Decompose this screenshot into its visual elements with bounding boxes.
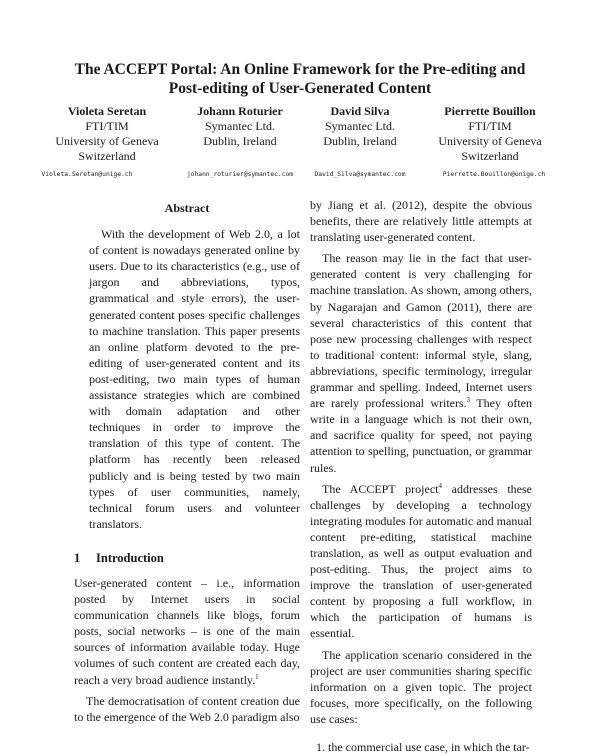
- author-4: [425, 104, 555, 182]
- right-paragraph-4: The application scenario considered in the project are user communities sharing specific information on a given topic. The project focuses, more specifically, on the following use cases:: [310, 647, 532, 726]
- intro-text: User-generated content – i.e., information posted by Internet users in social communication channels like blogs, forum posts, social networks – is one of the main sources of information available today. Huge volumes of such content are created each day, reach a very broad audience instantly.: [74, 575, 300, 687]
- footnote-marker: 4: [438, 481, 442, 490]
- title-line-1: The ACCEPT Portal: An Online Framework for the Pre-editing and: [74, 61, 526, 78]
- author-email: Pierrette.Bouillon@unige.ch: [442, 171, 546, 178]
- author-2: [180, 104, 300, 182]
- author-country: Switzerland: [461, 149, 519, 163]
- right-paragraph-3: [310, 481, 532, 642]
- footnote-marker: 1: [255, 672, 259, 681]
- right-text: addresses these challenges by developing a technology integrating modules for automatic and manual content pre-editing, statistical machine translation, as well as output evaluation and post-editing. Thus, the project aims to improve the translation of user-generated content by proposing a full workflow, in which the participation of humans is essential.: [310, 481, 532, 641]
- use-case-list-item: 1. the commercial use case, in which the tar-: [316, 740, 530, 754]
- right-column: [310, 197, 532, 755]
- author-institution: University of Geneva: [438, 134, 542, 148]
- author-name: David Silva: [330, 104, 390, 118]
- author-affiliation: Symantec Ltd.: [325, 119, 395, 133]
- left-column: [74, 200, 300, 725]
- author-institution: Dublin, Ireland: [323, 134, 397, 148]
- author-institution: Dublin, Ireland: [203, 134, 277, 148]
- author-affiliation: FTI/TIM: [468, 119, 512, 133]
- right-paragraph-1: by Jiang et al. (2012), despite the obvious benefits, there are relatively little attempts at translating user-generated content.: [310, 198, 532, 245]
- abstract-text: With the development of Web 2.0, a lot of content is nowadays generated online by users. Due to its characteristics (e.g., use of jargon and abbreviations, typos, grammatical and style errors), the user-generated content poses specific challenges to machine translation. This paper presents an online platform devoted to the pre-editing of user-generated content and its post-editing, two main types of human assistance strategies which are combined with domain adaptation and other techniques in order to improve the translation of this type of content. The platform has recently been released publicly and is being tested by two main types of user communities, namely, technical forum users and volunteer translators.: [89, 227, 300, 531]
- right-text: The ACCEPT project: [322, 481, 439, 496]
- right-paragraph-2: [310, 250, 532, 475]
- author-affiliation: FTI/TIM: [85, 119, 129, 133]
- author-name: Violeta Seretan: [67, 104, 147, 118]
- abstract-heading: Abstract: [164, 201, 210, 215]
- title-line-2: Post-editing of User-Generated Content: [168, 80, 432, 97]
- author-name: Johann Roturier: [197, 104, 283, 118]
- author-email: David_Silva@symantec.com: [314, 171, 406, 178]
- right-text: They often write in a language which is not their own, and sacrifice quality for speed, not paying attention to spelling, punctuation, or grammar rules.: [310, 396, 532, 475]
- intro-heading: [74, 550, 300, 566]
- right-text: The reason may lie in the fact that user-generated content is very challenging for machine translation. As shown, among others, by Nagarajan and Gamon (2011), there are several characteristics of this content that pose new processing challenges with respect to traditional content: informal style, slang, abbreviations, specific terminology, irregular grammar and spelling. Indeed, Internet users are rarely professional writers.: [310, 251, 532, 411]
- author-block: [0, 104, 600, 184]
- footnote-marker: 3: [466, 396, 471, 405]
- intro-paragraph-2: The democratisation of content creation due to the emergence of the Web 2.0 paradigm also: [74, 693, 300, 724]
- author-affiliation: Symantec Ltd.: [205, 119, 275, 133]
- paper-title: [40, 60, 560, 98]
- author-email: johann_roturier@symantec.com: [186, 171, 294, 178]
- author-email: Violeta.Seretan@unige.ch: [41, 171, 133, 178]
- abstract-body: [74, 226, 300, 532]
- author-institution: University of Geneva: [55, 134, 159, 148]
- section-title: Introduction: [96, 550, 164, 565]
- author-country: Switzerland: [78, 149, 136, 163]
- author-name: Pierrette Bouillon: [444, 104, 536, 118]
- intro-paragraph-1: [74, 575, 300, 688]
- author-1: [41, 104, 162, 182]
- author-3: [305, 104, 415, 182]
- section-number: 1: [74, 550, 81, 565]
